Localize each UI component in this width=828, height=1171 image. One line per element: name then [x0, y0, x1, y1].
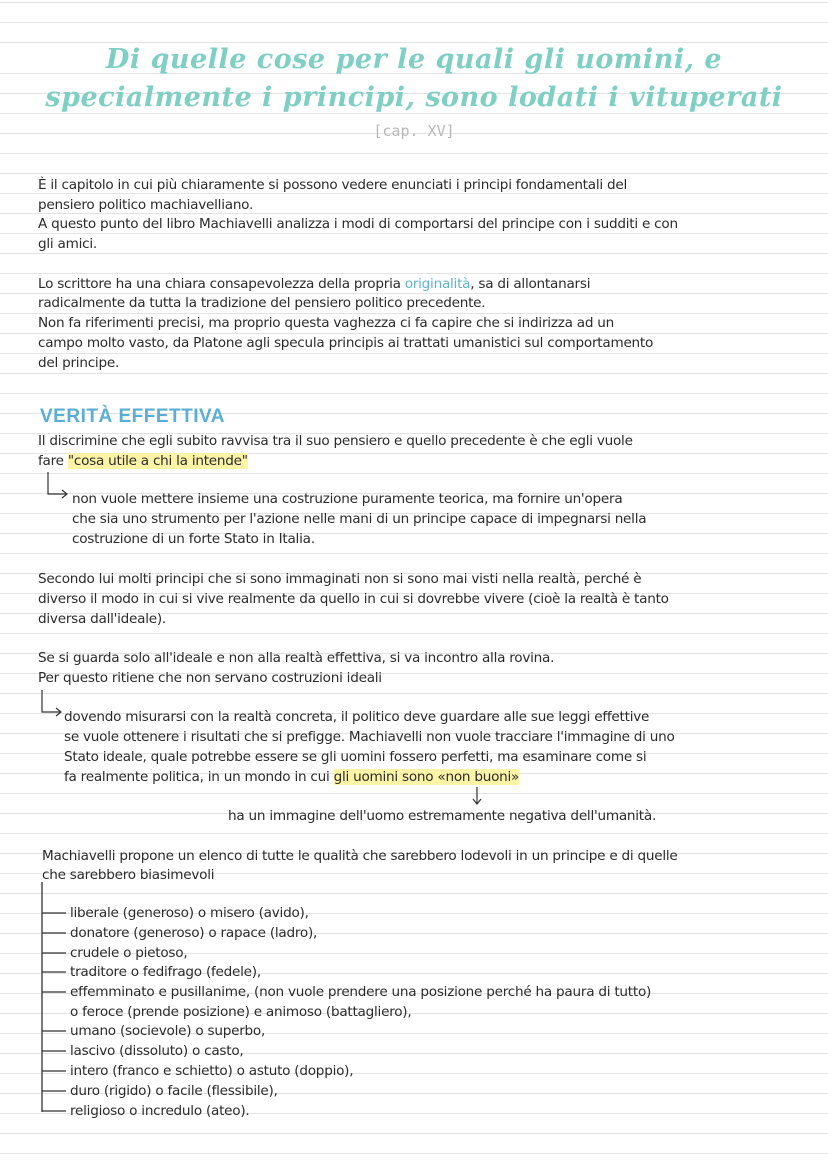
quality-item: duro (rigido) o facile (flessibile),	[70, 1083, 278, 1099]
conclusion-text: ha un immagine dell'uomo estremamente negativa dell'umanità.	[228, 808, 657, 824]
quality-item: liberale (generoso) o misero (avido),	[70, 905, 309, 921]
arrow2-line4	[64, 767, 519, 787]
corner-arrow-icon	[46, 472, 70, 502]
page-title-line-1: Di quelle cose per le quali gli uomini, e	[105, 44, 723, 75]
originality-keyword: originalità	[404, 276, 471, 292]
arrow2-text: fa realmente politica, in un mondo in cui	[64, 769, 334, 785]
highlighted-phrase: gli uomini sono «non buoni»	[333, 769, 520, 785]
intro-p2-line4: campo molto vasto, da Platone agli specula principis ai trattati umanistici sul comportamento	[38, 335, 654, 351]
intro-p2-text-a: Lo scrittore ha una chiara consapevolezza della propria	[38, 276, 405, 292]
quality-item: umano (socievole) o superbo,	[70, 1023, 266, 1039]
highlighted-quote: "cosa utile a chi la intende"	[67, 453, 248, 469]
quality-item: donatore (generoso) o rapace (ladro),	[70, 925, 318, 941]
arrow1-line1: non vuole mettere insieme una costruzione puramente teorica, ma fornire un'opera	[72, 491, 623, 507]
arrow1-line2: che sia uno strumento per l'azione nelle mani di un principe capace di impegnarsi nella	[72, 511, 647, 527]
section-s2-line2: diverso il modo in cui si vive realmente da quello in cui si dovrebbe vivere (cioè la realtà è tanto	[38, 591, 669, 607]
section-s3-line1: Se si guarda solo all'ideale e non alla realtà effettiva, si va incontro alla rovina.	[38, 650, 555, 666]
section-s3-line2: Per questo ritiene che non servano costruzioni ideali	[38, 670, 382, 686]
section-s1-text: fare	[38, 453, 68, 469]
quality-item: religioso o incredulo (ateo).	[70, 1103, 250, 1119]
qualities-intro-line1: Machiavelli propone un elenco di tutte le qualità che sarebbero lodevoli in un principe e di quelle	[42, 848, 678, 864]
qualities-intro-line2: che sarebbero biasimevoli	[42, 867, 215, 883]
arrow2-line2: se vuole ottenere i risultati che si prefigge. Machiavelli non vuole tracciare l'immagine di uno	[64, 729, 675, 745]
section-s2-line1: Secondo lui molti principi che si sono immaginati non si sono mai visti nella realtà, perché è	[38, 571, 642, 587]
arrow2-line3: Stato ideale, quale potrebbe essere se gli uomini fossero perfetti, ma esaminare come si	[64, 749, 647, 765]
section-s1-line2	[38, 451, 248, 471]
tree-connector-lines	[38, 882, 68, 1114]
quality-item: o feroce (prende posizione) e animoso (battagliero),	[70, 1004, 412, 1020]
page-title-line-2: specialmente i principi, sono lodati i vituperati	[45, 82, 783, 113]
intro-p2-line3: Non fa riferimenti precisi, ma proprio questa vaghezza ci fa capire che si indirizza ad un	[38, 315, 615, 331]
section-s2-line3: diversa dall'ideale).	[38, 611, 166, 627]
quality-item: effemminato e pusillanime, (non vuole prendere una posizione perché ha paura di tutto)	[70, 984, 652, 1000]
arrow1-line3: costruzione di un forte Stato in Italia.	[72, 531, 315, 547]
intro-p2-line5: del principe.	[38, 355, 120, 371]
intro-p2-line1	[38, 274, 590, 294]
intro-p1-line3: A questo punto del libro Machiavelli analizza i modi di comportarsi del principe con i sudditi e con	[38, 216, 678, 232]
intro-p2-text-b: , sa di allontanarsi	[470, 276, 591, 292]
arrow2-line1: dovendo misurarsi con la realtà concreta, il politico deve guardare alle sue leggi effettive	[64, 709, 650, 725]
intro-p1-line2: pensiero politico machiavelliano.	[38, 197, 254, 213]
quality-item: intero (franco e schietto) o astuto (doppio),	[70, 1063, 354, 1079]
corner-arrow-icon	[40, 690, 64, 720]
down-arrow-icon	[470, 787, 484, 807]
section-s1-line1: Il discrimine che egli subito ravvisa tra il suo pensiero e quello precedente è che egli vuole	[38, 433, 633, 449]
intro-p1-line1: È il capitolo in cui più chiaramente si possono vedere enunciati i principi fondamentali del	[38, 177, 627, 193]
quality-item: lascivo (dissoluto) o casto,	[70, 1043, 244, 1059]
intro-p1-line4: gli amici.	[38, 236, 97, 252]
quality-item: traditore o fedifrago (fedele),	[70, 964, 261, 980]
intro-p2-line2: radicalmente da tutta la tradizione del pensiero politico precedente.	[38, 295, 486, 311]
section-heading: VERITÀ EFFETTIVA	[40, 406, 225, 427]
quality-item: crudele o pietoso,	[70, 945, 188, 961]
chapter-subtitle: [cap. XV]	[373, 122, 455, 140]
